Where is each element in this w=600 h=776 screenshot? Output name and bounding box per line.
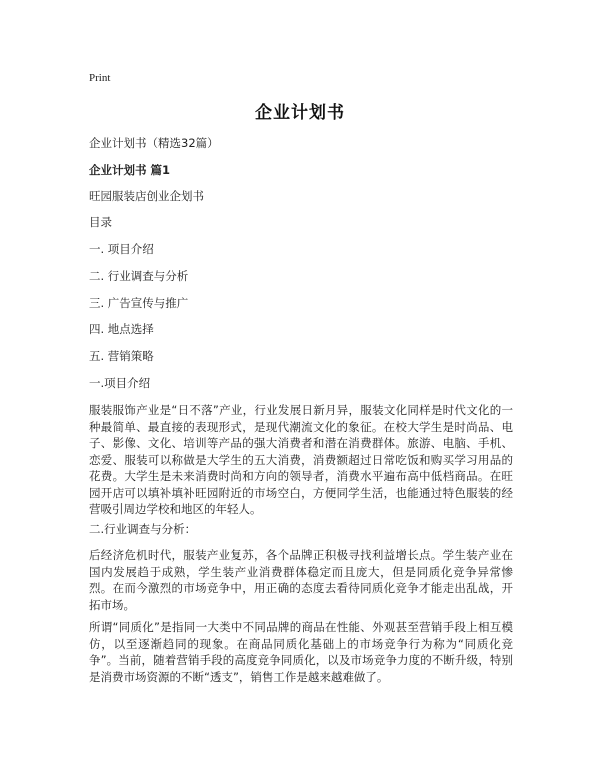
document-title: 企业计划书	[255, 103, 345, 123]
toc-item: 二. 行业调查与分析	[89, 269, 189, 283]
section2-paragraph-1: 后经济危机时代，服装产业复苏，各个品牌正积极寻找利益增长点。学生装产业在国内发展趋于成熟，学生装产业消费群体稳定而且庞大，但是同质化竞争异常惨烈。在而今激烈的市场竞争中，用正确的态度去看待同质化竞争才能走出乱战，开拓市场。	[89, 548, 513, 612]
section2-paragraph-2: 所谓“同质化”是指同一大类中不同品牌的商品在性能、外观甚至营销手段上相互模仿，以至逐渐趋同的现象。在商品同质化基础上的市场竞争行为称为“同质化竞争”。当前，随着营销手段的高度竞争同质化，以及市场竞争力度的不断升级，特别是消费市场资源的不断“透支”，销售工作是越来越难做了。	[89, 620, 513, 684]
print-label[interactable]: Print	[89, 72, 111, 84]
section-heading: 企业计划书 篇1	[89, 163, 171, 177]
section2-heading: 二.行业调查与分析：	[89, 522, 197, 536]
toc-title: 目录	[89, 215, 112, 229]
toc-item: 四. 地点选择	[89, 322, 154, 336]
toc-item: 一. 项目介绍	[89, 242, 154, 256]
plan-name: 旺园服装店创业企划书	[89, 189, 204, 203]
section1-paragraph: 服装服饰产业是“日不落”产业，行业发展日新月异，服装文化同样是时代文化的一种最简单、最直接的表现形式，是现代潮流文化的象征。在校大学生是时尚品、电子、影像、文化、培训等产品的强大消费者和潜在消费群体。旅游、电脑、手机、恋爱、服装可以称做是大学生的五大消费，消费额超过日常吃饭和购买学习用品的花费。大学生是未来消费时尚和方向的领导者，消费水平遍布高中低档商品。在旺园开店可以填补填补旺园附近的市场空白，方便同学生活，也能通过特色服装的经营吸引周边学校和地区的年轻人。	[89, 403, 513, 516]
document-subtitle: 企业计划书（精选32篇）	[89, 136, 219, 150]
section1-heading: 一.项目介绍	[89, 376, 151, 390]
toc-item: 五. 营销策略	[89, 349, 154, 363]
toc-item: 三. 广告宣传与推广	[89, 296, 189, 310]
